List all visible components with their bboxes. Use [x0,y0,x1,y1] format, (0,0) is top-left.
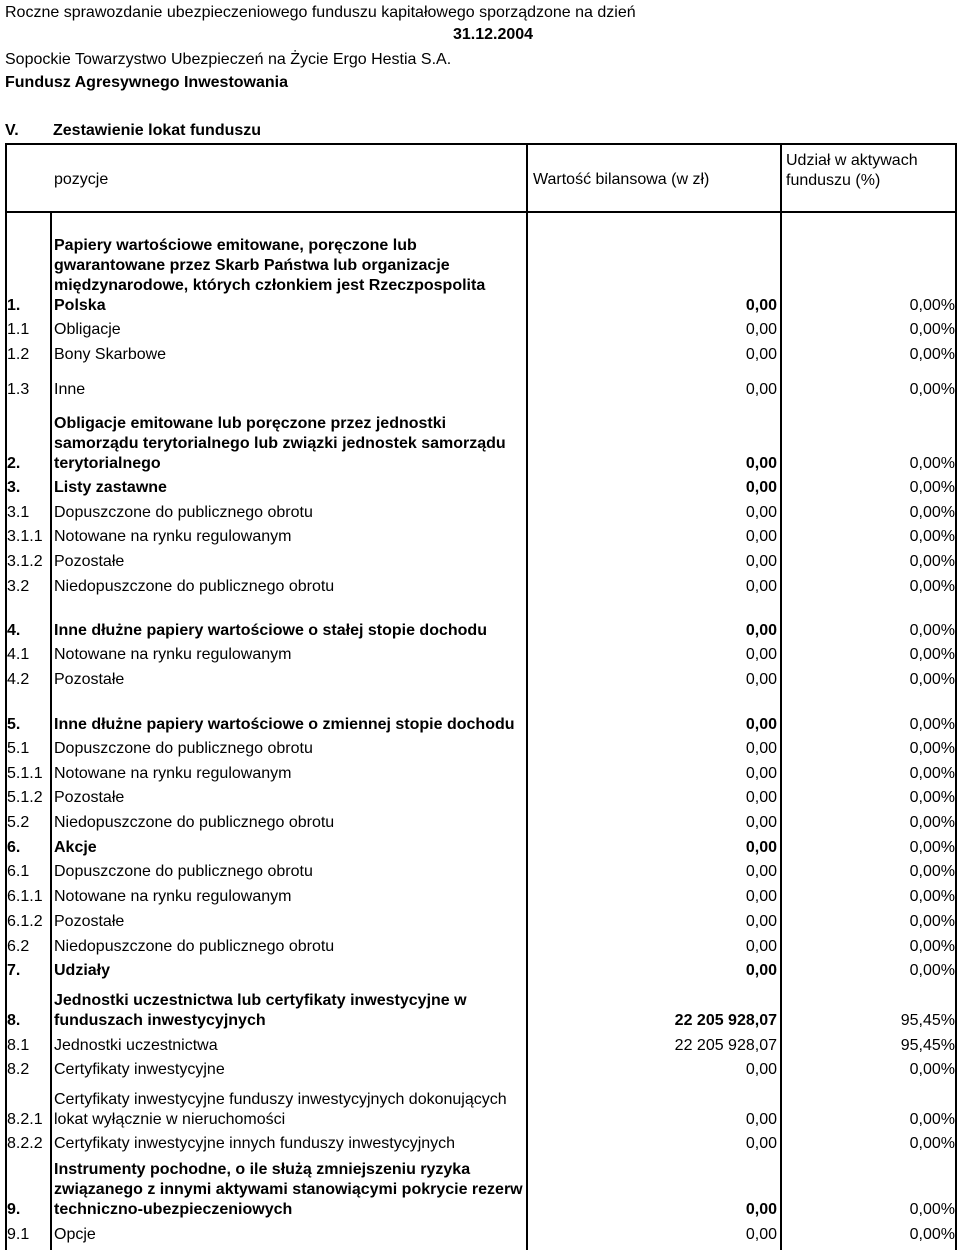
row-label: Pozostałe [54,913,125,930]
table-row [5,233,957,316]
row-number: 8.1 [7,1037,30,1054]
header-share-label-line1: Udział w aktywach [786,152,918,169]
report-title: Roczne sprawozdanie ubezpieczeniowego funduszu kapitałowego sporządzone na dzień [5,4,636,21]
table-row [5,1080,957,1130]
row-percent: 0,00% [909,888,955,905]
table-row [5,365,957,400]
table-row [5,882,957,907]
row-number: 4. [7,622,21,639]
row-label: Niedopuszczone do publicznego obrotu [54,814,335,831]
row-label: Certyfikaty inwestycyjne innych funduszy inwestycyjnych [54,1135,456,1152]
row-value: 0,00 [745,1111,777,1128]
row-percent: 0,00% [909,1226,955,1243]
row-label: Certyfikaty inwestycyjne [54,1061,225,1078]
row-label: Bony Skarbowe [54,346,167,363]
table-row [5,833,957,858]
row-percent: 0,00% [909,381,955,398]
row-number: 5. [7,716,21,733]
row-number: 2. [7,455,21,472]
row-number: 6.2 [7,938,30,955]
row-value: 0,00 [745,839,777,856]
header-position-label: pozycje [54,171,109,188]
row-value: 0,00 [745,646,777,663]
row-value: 0,00 [745,622,777,639]
table-row [5,1031,957,1056]
row-percent: 0,00% [909,346,955,363]
row-percent: 0,00% [909,622,955,639]
header-cell-share [780,143,957,213]
row-value: 0,00 [745,1226,777,1243]
row-label: Notowane na rynku regulowanym [54,528,292,545]
row-label: Akcje [54,839,97,856]
row-percent: 0,00% [909,297,955,314]
row-percent: 95,45% [900,1037,955,1054]
row-percent: 0,00% [909,1061,955,1078]
row-value: 0,00 [745,346,777,363]
table-row [5,400,957,474]
table-row [5,597,957,641]
row-value: 0,00 [745,962,777,979]
row-number: 8.2.2 [7,1135,43,1152]
row-label: Jednostki uczestnictwa lub certyfikaty inwestycyjne w funduszach inwestycyjnych [54,992,467,1029]
table-row [5,784,957,808]
fund-name: Fundusz Agresywnego Inwestowania [5,74,288,91]
row-value: 0,00 [745,381,777,398]
row-value: 0,00 [745,455,777,472]
row-label: Obligacje emitowane lub poręczone przez jednostki samorządu terytorialnego lub związki jednostek samorządu terytorialnego [54,415,506,472]
section-title [5,121,261,141]
row-number: 1.1 [7,321,30,338]
row-label: Niedopuszczone do publicznego obrotu [54,938,335,955]
header-value-label: Wartość bilansowa (w zł) [533,171,710,188]
table-row [5,735,957,759]
row-value: 0,00 [745,913,777,930]
section-number: V. [5,122,19,139]
row-percent: 0,00% [909,528,955,545]
row-percent: 0,00% [909,863,955,880]
table-row [5,759,957,784]
report-date: 31.12.2004 [453,26,534,43]
investments-table [5,213,957,1250]
section-title-text: Zestawienie lokat funduszu [53,122,262,139]
row-percent: 0,00% [909,479,955,496]
row-label: Notowane na rynku regulowanym [54,765,292,782]
table-row [5,547,957,572]
row-number: 3.2 [7,578,30,595]
row-value: 0,00 [745,528,777,545]
row-number: 6.1 [7,863,30,880]
row-percent: 0,00% [909,839,955,856]
row-percent: 0,00% [909,938,955,955]
row-label: Inne dłużne papiery wartościowe o stałej stopie dochodu [54,622,487,639]
table-row [5,1154,957,1220]
row-number: 1.3 [7,381,30,398]
row-value: 0,00 [745,863,777,880]
row-value: 0,00 [745,479,777,496]
row-label: Obligacje [54,321,121,338]
row-label: Inne [54,381,86,398]
row-percent: 0,00% [909,1135,955,1152]
row-value: 0,00 [745,321,777,338]
row-number: 3. [7,479,21,496]
row-percent: 0,00% [909,321,955,338]
row-percent: 0,00% [909,913,955,930]
table-row [5,523,957,547]
row-number: 6.1.1 [7,888,43,905]
row-percent: 0,00% [909,578,955,595]
header-share-label-line2: funduszu (%) [786,172,881,189]
table-row [5,981,957,1031]
row-label: Pozostałe [54,671,125,688]
table-row [5,340,957,365]
row-label: Dopuszczone do publicznego obrotu [54,740,313,757]
row-label: Dopuszczone do publicznego obrotu [54,504,313,521]
row-value: 0,00 [745,578,777,595]
row-number: 4.2 [7,671,30,688]
row-label: Udziały [54,962,111,979]
row-percent: 0,00% [909,553,955,570]
row-value: 0,00 [745,1201,777,1218]
table-row [5,932,957,957]
row-label: Opcje [54,1226,96,1243]
row-percent: 0,00% [909,765,955,782]
row-label: Dopuszczone do publicznego obrotu [54,863,313,880]
row-value: 0,00 [745,1061,777,1078]
row-percent: 0,00% [909,814,955,831]
row-value: 0,00 [745,297,777,314]
row-number: 8.2 [7,1061,30,1078]
row-number: 9.1 [7,1226,30,1243]
row-number: 1.2 [7,346,30,363]
row-value: 0,00 [745,553,777,570]
row-percent: 0,00% [909,1111,955,1128]
row-label: Pozostałe [54,553,125,570]
company-name: Sopockie Towarzystwo Ubezpieczeń na Życie Ergo Hestia S.A. [5,51,452,68]
row-percent: 0,00% [909,962,955,979]
table-row [5,1130,957,1154]
row-label: Notowane na rynku regulowanym [54,646,292,663]
row-number: 5.1.1 [7,765,43,782]
row-label: Niedopuszczone do publicznego obrotu [54,578,335,595]
row-number: 4.1 [7,646,30,663]
table-row [5,316,957,340]
row-label: Jednostki uczestnictwa [54,1037,218,1054]
row-value: 0,00 [745,1135,777,1152]
row-label: Pozostałe [54,789,125,806]
row-label: Inne dłużne papiery wartościowe o zmiennej stopie dochodu [54,716,515,733]
row-percent: 0,00% [909,740,955,757]
row-number: 5.2 [7,814,30,831]
table-row [5,808,957,833]
row-value: 0,00 [745,671,777,688]
row-number: 1. [7,297,21,314]
row-value: 0,00 [745,789,777,806]
table-row [5,572,957,597]
table-row [5,665,957,690]
row-percent: 0,00% [909,1201,955,1218]
row-value: 0,00 [745,765,777,782]
row-number: 3.1 [7,504,30,521]
row-number: 5.1.2 [7,789,43,806]
row-label: Listy zastawne [54,479,167,496]
table-row [5,907,957,932]
row-number: 8.2.1 [7,1111,43,1128]
row-number: 3.1.2 [7,553,43,570]
row-value: 0,00 [745,716,777,733]
table-row [5,957,957,981]
row-value: 0,00 [745,938,777,955]
row-value: 0,00 [745,888,777,905]
row-value: 0,00 [745,814,777,831]
row-value: 0,00 [745,504,777,521]
table-row [5,1056,957,1080]
table-row [5,498,957,523]
header-cell-position [5,143,526,213]
row-percent: 0,00% [909,455,955,472]
table-row [5,1220,957,1245]
row-label: Certyfikaty inwestycyjne funduszy inwestycyjnych dokonujących lokat wyłącznie w nieruchomości [54,1091,507,1128]
row-percent: 0,00% [909,504,955,521]
row-percent: 0,00% [909,671,955,688]
table-row [5,474,957,498]
row-value: 22 205 928,07 [674,1012,777,1029]
table-header [5,143,957,213]
table-row [5,858,957,882]
row-percent: 0,00% [909,646,955,663]
row-number: 9. [7,1201,21,1218]
row-value: 22 205 928,07 [674,1037,777,1054]
row-number: 6.1.2 [7,913,43,930]
row-percent: 0,00% [909,716,955,733]
row-label: Papiery wartościowe emitowane, poręczone lub gwarantowane przez Skarb Państwa lub organizacje międzynarodowe, których członkiem jest Rzeczpospolita Polska [54,237,486,314]
row-number: 6. [7,839,21,856]
row-percent: 0,00% [909,789,955,806]
table-row [5,641,957,665]
row-number: 3.1.1 [7,528,43,545]
row-label: Instrumenty pochodne, o ile służą zmniejszeniu ryzyka związanego z innymi aktywami stanowiącymi pokrycie rezerw techniczno-ubezpieczeniowych [54,1161,523,1218]
row-number: 7. [7,962,21,979]
row-percent: 95,45% [900,1012,955,1029]
row-value: 0,00 [745,740,777,757]
row-label: Notowane na rynku regulowanym [54,888,292,905]
table-row [5,690,957,735]
row-number: 8. [7,1012,21,1029]
row-number: 5.1 [7,740,30,757]
header-cell-value [526,143,780,213]
